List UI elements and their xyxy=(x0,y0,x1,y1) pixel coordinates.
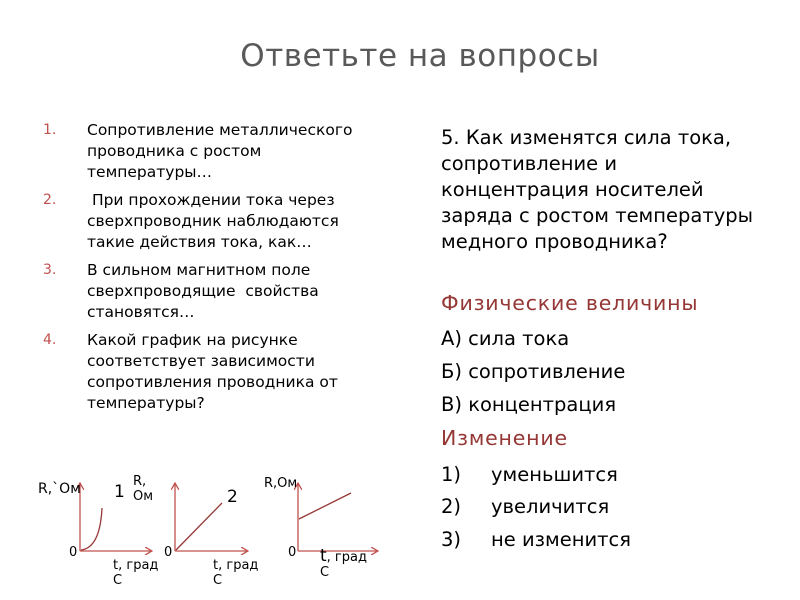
graph-1-x-label: t, град С xyxy=(113,558,159,588)
question-5 xyxy=(441,125,771,255)
change-text: не изменится xyxy=(491,528,631,551)
graph-2-number: 2 xyxy=(227,487,238,507)
graph-2-origin: 0 xyxy=(164,545,173,560)
quantity-text: сопротивление xyxy=(468,360,626,383)
change-item-3 xyxy=(441,528,631,551)
question-text: В сильном магнитном поле сверхпроводящие свойства становятся… xyxy=(87,261,324,321)
change-number: 3) xyxy=(441,528,462,551)
change-text: увеличится xyxy=(491,495,610,518)
quantity-item-v xyxy=(441,393,616,416)
graph-3-origin: 0 xyxy=(288,545,297,560)
question-text: При прохождении тока через сверхпроводник наблюдаются такие действия тока, как… xyxy=(87,191,344,251)
graph-3 xyxy=(298,484,377,551)
graph-1-curve xyxy=(81,508,102,550)
graph-2-y-label: R, Ом xyxy=(133,474,154,504)
question-item-2 xyxy=(40,190,390,253)
quantities-heading: Физические величины xyxy=(441,291,699,315)
question-number: 1. xyxy=(43,122,57,138)
graph-3-line xyxy=(299,493,351,519)
question-number: 4. xyxy=(43,332,57,348)
question-5-number: 5 xyxy=(441,126,454,149)
question-number: 2. xyxy=(43,192,57,208)
question-item-4 xyxy=(40,330,390,414)
questions-list xyxy=(40,120,390,421)
quantity-text: концентрация xyxy=(468,393,617,416)
question-5-text: . Как изменятся сила тока, сопротивление и концентрация носителей заряда с ростом температуры медного проводника? xyxy=(441,126,754,253)
graph-2-line xyxy=(176,503,222,550)
slide-title: Ответьте на вопросы xyxy=(240,38,600,74)
graph-1-origin: 0 xyxy=(69,545,78,560)
graph-3-x-label: t, град С xyxy=(320,546,367,580)
quantity-letter: Б) xyxy=(441,360,462,383)
quantity-letter: А) xyxy=(441,327,462,350)
change-item-1 xyxy=(441,463,618,486)
graph-1-y-label: R,`Ом xyxy=(38,481,81,497)
question-text: Сопротивление металлического проводника с ростом температуры… xyxy=(87,121,353,181)
quantity-item-b xyxy=(441,360,625,383)
change-number: 2) xyxy=(441,495,462,518)
quantity-letter: В) xyxy=(441,393,462,416)
question-item-3 xyxy=(40,260,390,323)
quantity-text: сила тока xyxy=(468,327,570,350)
change-number: 1) xyxy=(441,463,462,486)
question-text: Какой график на рисунке соответствует зависимости сопротивления проводника от температуры? xyxy=(87,331,338,412)
change-item-2 xyxy=(441,495,609,518)
change-text: уменьшится xyxy=(491,463,618,486)
graph-1-number: 1 xyxy=(114,482,125,502)
question-item-1 xyxy=(40,120,390,183)
quantity-item-a xyxy=(441,327,569,350)
graph-2-x-label: t, град С xyxy=(213,558,259,588)
change-heading: Изменение xyxy=(441,426,568,450)
graph-3-y-label: R,Ом xyxy=(264,476,298,491)
question-number: 3. xyxy=(43,262,57,278)
